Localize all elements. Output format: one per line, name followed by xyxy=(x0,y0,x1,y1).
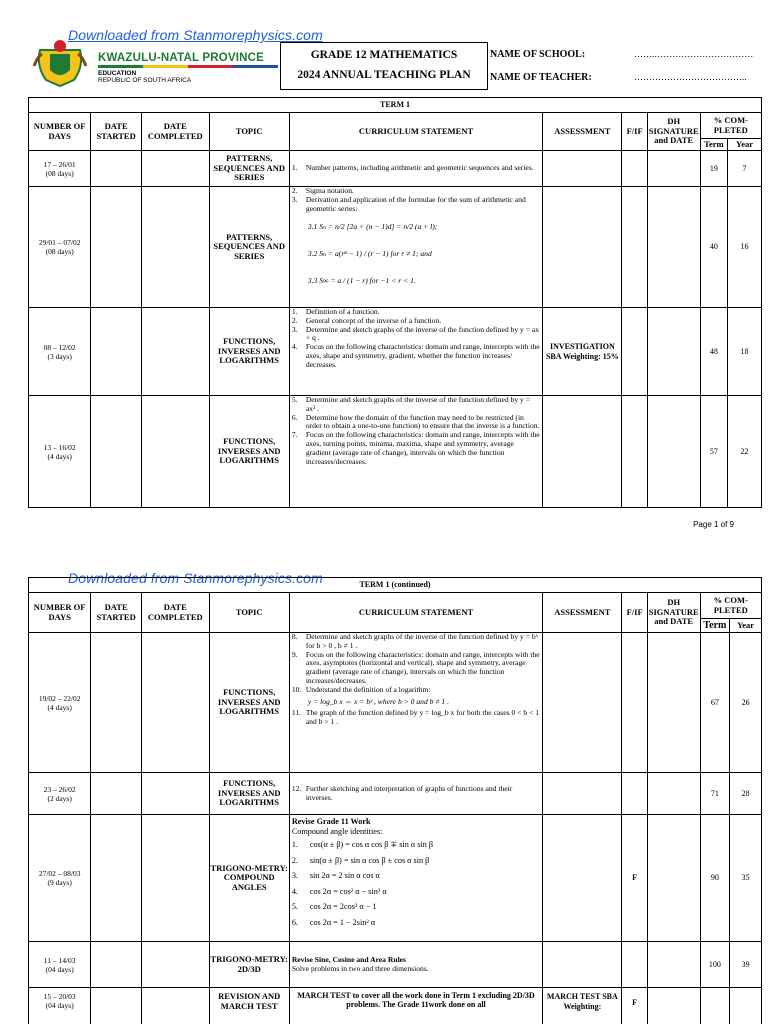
completed-cell[interactable] xyxy=(141,151,209,187)
date-cell: 27/02 – 08/03 (9 days) xyxy=(29,815,91,942)
col-ffif: F/IF xyxy=(622,113,647,151)
term-pct-cell: 67 xyxy=(700,633,730,773)
page-number: Page 1 of 9 xyxy=(693,520,734,529)
col-curriculum: CURRICULUM STATEMENT xyxy=(289,113,542,151)
assessment-cell xyxy=(543,942,622,988)
ffif-cell xyxy=(622,942,647,988)
assessment-cell xyxy=(543,396,622,508)
ffif-cell xyxy=(622,151,647,187)
teacher-label: NAME OF TEACHER: xyxy=(490,72,592,83)
watermark-text-2[interactable]: Downloaded from Stanmorephysics.com xyxy=(68,570,323,586)
ffif-cell xyxy=(622,633,647,773)
formula-sum-to-infinity: 3.3 S∞ = a / (1 − r) for −1 < r < 1. xyxy=(307,275,416,285)
curriculum-cell xyxy=(289,942,542,988)
col-ffif: F/IF xyxy=(622,593,647,633)
table-row xyxy=(29,633,762,773)
table-row xyxy=(29,151,762,187)
department-label: EDUCATION xyxy=(98,70,137,77)
topic-cell: TRIGONO-METRY: COMPOUND ANGLES xyxy=(209,815,289,942)
col-pct: % COM-PLETED xyxy=(700,593,761,619)
curriculum-cell: 8. Determine and sketch graphs of the inverse of the function defined by y = bˣ for b > 0 , b ≠ 1 . 9. Focus on the following characteristics: domain and range, intercepts with the axes, asymptotes (horizontal and vertical), shape and symmetry, average gradient (average rate of change), intervals on which the function increases/decreases. 10. Understand the definition of a logarithm: y = log_b x ⇔ x = bʸ , where b > 0 and b ≠ 1 . 11. The graph of the function defined by y = log_b x for both the cases 0 < b < 1 and b > 1 . xyxy=(289,633,542,773)
table-row xyxy=(29,815,762,942)
ffif-cell xyxy=(622,773,647,815)
dh-cell[interactable] xyxy=(647,815,700,942)
year-pct-cell: 35 xyxy=(730,815,762,942)
col-assessment: ASSESSMENT xyxy=(543,113,622,151)
topic-cell: FUNCTIONS, INVERSES AND LOGARITHMS xyxy=(209,308,289,396)
year-pct-cell: 22 xyxy=(728,396,762,508)
started-cell[interactable] xyxy=(91,942,142,988)
dh-cell[interactable] xyxy=(647,942,700,988)
date-cell: 17 – 26/01 (08 days) xyxy=(29,151,91,187)
topic-cell: REVISION AND MARCH TEST xyxy=(209,988,289,1024)
term-pct-cell: 57 xyxy=(700,396,727,508)
started-cell[interactable] xyxy=(91,633,142,773)
col-pct: % COM-PLETED xyxy=(700,113,761,139)
col-year: Year xyxy=(728,139,762,151)
formula-geometric-sum: 3.2 Sₙ = a(rⁿ − 1) / (r − 1) for r ≠ 1; and xyxy=(307,249,432,259)
term-pct-cell: 40 xyxy=(700,187,727,308)
curriculum-cell: MARCH TEST to cover all the work done in Term 1 excluding 2D/3D problems. The Grade 11work done on all xyxy=(289,988,542,1024)
revise-heading: Revise Grade 11 Work xyxy=(291,817,371,826)
term-title-row xyxy=(29,98,762,113)
date-cell: 08 – 12/02 (3 days) xyxy=(29,308,91,396)
watermark-text[interactable]: Downloaded from Stanmorephysics.com xyxy=(68,27,323,43)
dh-cell[interactable] xyxy=(647,308,700,396)
revise-rules-heading: Revise Sine, Cosine and Area Rules xyxy=(291,954,407,964)
table-row xyxy=(29,187,762,308)
topic-cell: FUNCTIONS, INVERSES AND LOGARITHMS xyxy=(209,773,289,815)
started-cell[interactable] xyxy=(91,773,142,815)
school-value: …….…………………………… xyxy=(634,49,754,59)
formula-log-definition: y = log_b x ⇔ x = bʸ , where b > 0 and b ≠ 1 . xyxy=(307,696,450,706)
document-header xyxy=(28,28,754,94)
assessment-cell: MARCH TEST SBA Weighting: xyxy=(543,988,622,1024)
curriculum-cell: Revise Grade 11 Work Compound angle identities: 1. cos(α ± β) = cos α cos β ∓ sin α sin β 2. sin(α ± β) = sin α cos β ± cos α sin β 3. sin 2α = 2 sin α cos α 4. cos 2α = cos² α − sin² α 5. cos 2α = 2cos² α − 1 6. cos 2α = 1 − 2sin² α xyxy=(289,815,542,942)
document-title xyxy=(280,42,488,90)
col-days: NUMBER OF DAYS xyxy=(29,113,91,151)
assessment-cell xyxy=(543,815,622,942)
school-field[interactable] xyxy=(490,49,754,60)
ffif-cell: F xyxy=(622,988,647,1024)
topic-cell: FUNCTIONS, INVERSES AND LOGARITHMS xyxy=(209,633,289,773)
date-cell: 23 – 26/02 (2 days) xyxy=(29,773,91,815)
completed-cell[interactable] xyxy=(141,773,209,815)
title-line-2: 2024 ANNUAL TEACHING PLAN xyxy=(297,69,471,81)
teacher-value: ……………………………….. xyxy=(634,72,747,82)
col-curriculum: CURRICULUM STATEMENT xyxy=(289,593,542,633)
col-completed: DATE COMPLETED xyxy=(141,593,209,633)
table-row xyxy=(29,942,762,988)
year-pct-cell: 39 xyxy=(730,942,762,988)
col-year: Year xyxy=(730,619,762,633)
date-cell: 29/01 – 07/02 (08 days) xyxy=(29,187,91,308)
header-row xyxy=(29,593,762,619)
completed-cell[interactable] xyxy=(141,308,209,396)
table-row xyxy=(29,308,762,396)
assessment-cell xyxy=(543,633,622,773)
table-row xyxy=(29,396,762,508)
curriculum-cell: 1. Definition of a function. 2. General concept of the inverse of a function. 3. Determine and sketch graphs of the inverse of the function defined by y = ax + q . 4. Focus on the following characteristics: domain and range, intercepts with the axes, shape and symmetry, gradient, whether the function increases/ decreases. xyxy=(289,308,542,396)
school-label: NAME OF SCHOOL: xyxy=(490,49,586,60)
col-topic: TOPIC xyxy=(209,113,289,151)
term-pct-cell: 90 xyxy=(700,815,730,942)
col-term: Term xyxy=(700,139,727,151)
province-name: KWAZULU-NATAL PROVINCE xyxy=(98,52,265,64)
header-row xyxy=(29,113,762,139)
date-cell: 13 – 16/02 (4 days) xyxy=(29,396,91,508)
province-crest-logo xyxy=(32,36,88,88)
started-cell[interactable] xyxy=(91,815,142,942)
curriculum-cell: 2. Sigma notation. 3. Derivation and application of the formulae for the sum of arithmetic and geometric series: 3.1 Sₙ = n/2 [2a + (n − 1)d] = n/2 (a + l); 3.2 Sₙ = a(rⁿ − 1) / (r − 1) for r ≠ 1; and 3.3 S∞ = a / (1 − r) for −1 < r < 1. xyxy=(289,187,542,308)
term-title: TERM 1 (continued) xyxy=(29,578,762,593)
dh-cell[interactable] xyxy=(647,988,700,1024)
ffif-cell: F xyxy=(622,815,647,942)
started-cell[interactable] xyxy=(91,187,142,308)
year-pct-cell: 26 xyxy=(730,633,762,773)
year-pct-cell: 16 xyxy=(728,187,762,308)
col-started: DATE STARTED xyxy=(91,593,142,633)
republic-label: REPUBLIC OF SOUTH AFRICA xyxy=(98,77,192,84)
teaching-plan-table-term1-continued xyxy=(28,577,762,1024)
identities-subheading: Compound angle identities: xyxy=(291,827,383,836)
dh-cell[interactable] xyxy=(647,633,700,773)
date-cell: 15 – 20/03 (04 days) xyxy=(29,988,91,1024)
ffif-cell xyxy=(622,396,647,508)
term-pct-cell: 100 xyxy=(700,942,730,988)
dh-cell[interactable] xyxy=(647,396,700,508)
started-cell[interactable] xyxy=(91,396,142,508)
year-pct-cell xyxy=(730,988,762,1024)
assessment-cell xyxy=(543,151,622,187)
completed-cell[interactable] xyxy=(141,187,209,308)
date-cell: 19/02 – 22/02 (4 days) xyxy=(29,633,91,773)
topic-cell: PATTERNS, SEQUENCES AND SERIES xyxy=(209,151,289,187)
table-row xyxy=(29,988,762,1024)
term-pct-cell xyxy=(700,988,730,1024)
assessment-cell xyxy=(543,773,622,815)
formula-arithmetic-sum: 3.1 Sₙ = n/2 [2a + (n − 1)d] = n/2 (a + l); xyxy=(307,222,438,232)
term-title: TERM 1 xyxy=(29,98,762,113)
year-pct-cell: 28 xyxy=(730,773,762,815)
col-dh: DH SIGNATURE and DATE xyxy=(647,593,700,633)
table-row xyxy=(29,773,762,815)
col-started: DATE STARTED xyxy=(91,113,142,151)
term-pct-cell: 71 xyxy=(700,773,730,815)
dh-cell[interactable] xyxy=(647,773,700,815)
curriculum-cell: 1. Number patterns, including arithmetic and geometric sequences and series. xyxy=(289,151,542,187)
completed-cell[interactable] xyxy=(141,396,209,508)
term-pct-cell: 19 xyxy=(700,151,727,187)
date-cell: 11 – 14/03 (04 days) xyxy=(29,942,91,988)
completed-cell[interactable] xyxy=(141,633,209,773)
col-term: Term xyxy=(700,619,730,633)
completed-cell[interactable] xyxy=(141,942,209,988)
year-pct-cell: 18 xyxy=(728,308,762,396)
col-topic: TOPIC xyxy=(209,593,289,633)
flag-stripe xyxy=(98,65,278,68)
assessment-cell: INVESTIGATION SBA Weighting: 15% xyxy=(543,308,622,396)
topic-cell: TRIGONO-METRY: 2D/3D xyxy=(209,942,289,988)
completed-cell[interactable] xyxy=(141,815,209,942)
curriculum-cell: 5. Determine and sketch graphs of the inverse of the function defined by y = ax² . 6. Determine how the domain of the function may need to be restricted (in order to obtain a one-to-one function) to ensure that the inverse is a function. 7. Focus on the following characteristics: domain and range, intercepts with the axes, turning points, minima, maxima, shape and symmetry, average gradient (average rate of change), intervals on which the function increases/decreases. xyxy=(289,396,542,508)
completed-cell[interactable] xyxy=(141,988,209,1024)
ffif-cell xyxy=(622,187,647,308)
curriculum-cell: 12. Further sketching and interpretation of graphs of functions and their inverses. xyxy=(289,773,542,815)
ffif-cell xyxy=(622,308,647,396)
topic-cell: PATTERNS, SEQUENCES AND SERIES xyxy=(209,187,289,308)
dh-cell[interactable] xyxy=(647,151,700,187)
assessment-cell xyxy=(543,187,622,308)
started-cell[interactable] xyxy=(91,151,142,187)
topic-cell: FUNCTIONS, INVERSES AND LOGARITHMS xyxy=(209,396,289,508)
year-pct-cell: 7 xyxy=(728,151,762,187)
revise-rules-text: Solve problems in two and three dimensions. xyxy=(291,963,429,973)
teaching-plan-table-term1 xyxy=(28,97,762,508)
started-cell[interactable] xyxy=(91,988,142,1024)
dh-cell[interactable] xyxy=(647,187,700,308)
col-dh: DH SIGNATURE and DATE xyxy=(647,113,700,151)
started-cell[interactable] xyxy=(91,308,142,396)
teacher-field[interactable] xyxy=(490,72,747,83)
title-line-1: GRADE 12 MATHEMATICS xyxy=(310,49,458,61)
term-pct-cell: 48 xyxy=(700,308,727,396)
col-assessment: ASSESSMENT xyxy=(543,593,622,633)
term-title-row xyxy=(29,578,762,593)
col-completed: DATE COMPLETED xyxy=(141,113,209,151)
col-days: NUMBER OF DAYS xyxy=(29,593,91,633)
